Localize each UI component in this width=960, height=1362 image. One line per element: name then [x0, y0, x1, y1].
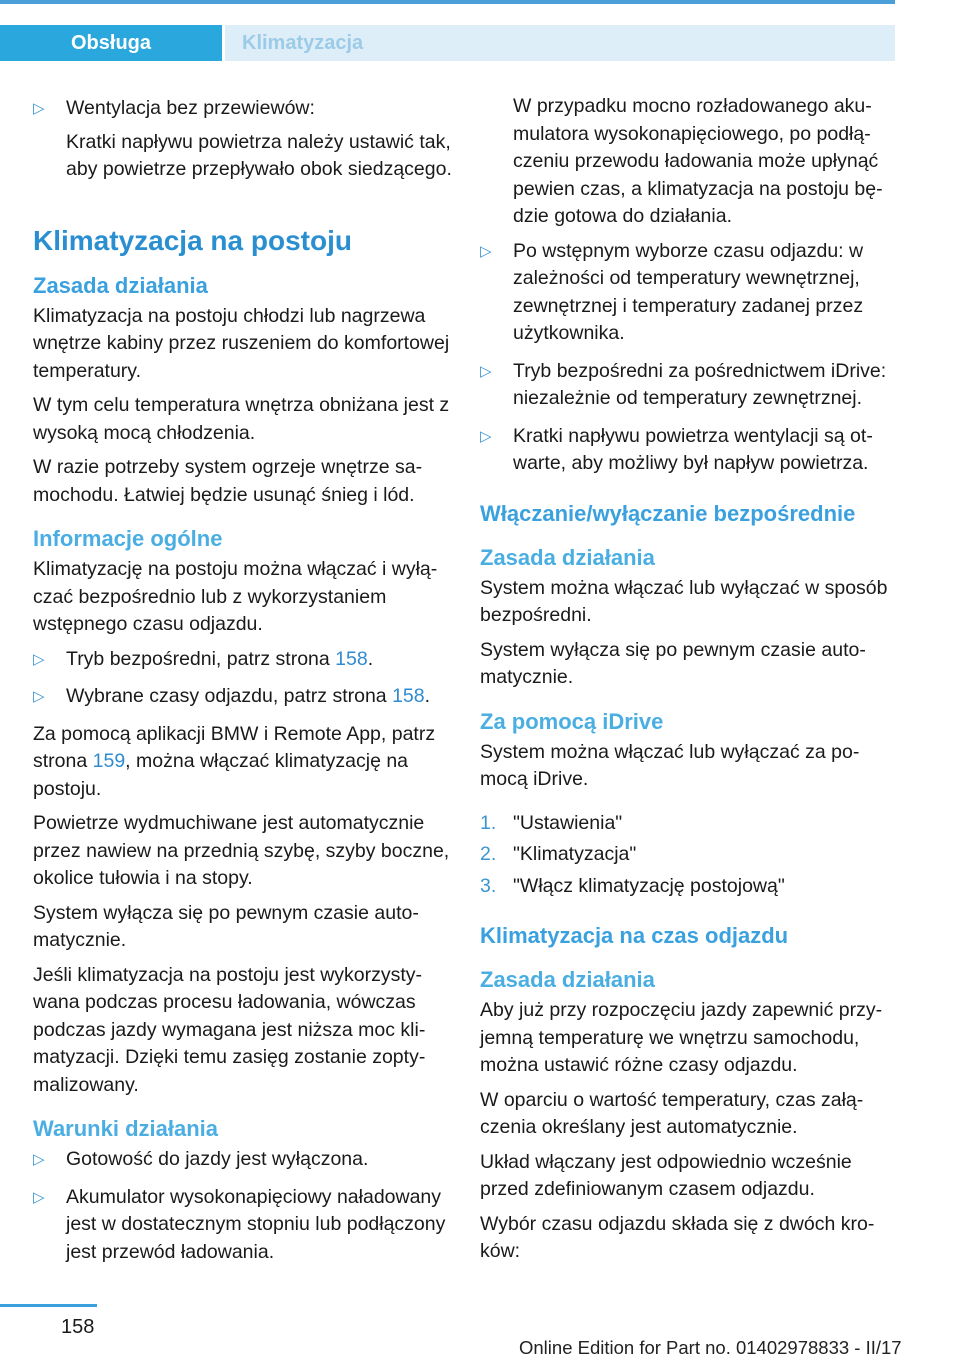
step-number: 1.: [480, 811, 497, 834]
heading-parking-climate: Klimatyzacja na postoju: [33, 224, 352, 256]
page-header: [0, 0, 895, 62]
left-column: [33, 95, 453, 1276]
step-text: "Ustawienia": [513, 811, 623, 834]
list-item-text: Po wstępnym wyborze czasu odjazdu: w zależności od temperatury wewnętrznej, zewnętrznej i temperatury zadanej przez użytkownika.: [513, 239, 864, 344]
header-rule: [0, 0, 895, 4]
list-item-text: Akumulator wysokonapięciowy naładowany jest w dostatecznym stopniu lub podłączony jest przewód ładowania.: [66, 1185, 446, 1263]
paragraph: W tym celu temperatura wnętrza obniżana jest z wysoką mocą chłodzenia.: [33, 394, 450, 444]
list-item: [33, 95, 453, 184]
numbered-item: [480, 810, 900, 838]
page-link[interactable]: 158: [392, 685, 425, 707]
paragraph: Układ włączany jest odpowiednio wcześnie przed zdefiniowanym czasem odjazdu.: [480, 1150, 852, 1200]
paragraph: Klimatyzację na postoju można włączać i wyłączać bezpośrednio lub z wykorzystaniem wstępnego czasu odjazdu.: [33, 558, 438, 635]
paragraph: Wybór czasu odjazdu składa się z dwóch kroków:: [480, 1212, 875, 1262]
list-item-text: Kratki napływu powietrza wentylacji są otwarte, aby możliwy był napływ powietrza.: [513, 424, 873, 474]
paragraph-text: , można włączać klimatyzację na postoju.: [33, 750, 409, 800]
list-item-label: Wentylacja bez przewiewów:: [66, 97, 315, 119]
step-text: "Klimatyzacja": [513, 843, 637, 865]
triangle-right-icon: ▷: [480, 242, 492, 260]
list-item-end: .: [424, 685, 431, 707]
list-item-text: Gotowość do jazdy jest wyłączona.: [66, 1148, 369, 1170]
heading-direct-onoff: Włączanie/wyłączanie bezpośrednie: [480, 500, 856, 526]
edition-note: Online Edition for Part no. 01402978833 - II/17: [519, 1337, 902, 1358]
paragraph: Jeśli klimatyzacja na postoju jest wykorzystywana podczas procesu ładowania, wówczas podczas jazdy wymagana jest niższa moc klimatyzacji. Dzięki temu zasięg zostanie zoptymalizowany.: [33, 963, 426, 1096]
list-item-text: Wybrane czasy odjazdu, patrz strona: [66, 685, 393, 707]
paragraph: [33, 721, 453, 804]
list-item-text: Tryb bezpośredni za pośrednictwem iDrive: niezależnie od temperatury zewnętrznej.: [513, 359, 887, 409]
paragraph: W razie potrzeby system ogrzeje wnętrze samochodu. Łatwiej będzie usunąć śnieg i lód.: [33, 456, 423, 506]
step-number: 2.: [480, 843, 497, 865]
list-item: [33, 646, 453, 674]
triangle-right-icon: ▷: [33, 1188, 45, 1206]
heading-principle: Zasada działania: [33, 272, 208, 298]
step-text: "Włącz klimatyzację postojową": [513, 874, 785, 897]
paragraph: Powietrze wydmuchiwane jest automatycznie przez nawiew na przednią szybę, szyby boczne, okolice tułowia i na stopy.: [33, 812, 450, 889]
heading-principle: Zasada działania: [480, 967, 655, 992]
triangle-right-icon: ▷: [33, 650, 45, 668]
list-item: [480, 238, 900, 348]
section-tab[interactable]: Obsługa: [0, 25, 222, 61]
list-item: [480, 358, 900, 413]
paragraph: W przypadku mocno rozładowanego akumulatora wysokonapięciowego, po podłączeniu przewodu ładowania może upłynąć pewien czas, a klimatyzacja na postoju będzie gotowa do działania.: [513, 95, 883, 227]
paragraph: System wyłącza się po pewnym czasie automatycznie.: [480, 638, 866, 688]
triangle-right-icon: ▷: [33, 100, 45, 117]
paragraph: System można włączać lub wyłączać za pomocą iDrive.: [480, 740, 860, 790]
list-item-end: .: [367, 647, 374, 670]
heading-general-info: Informacje ogólne: [33, 526, 223, 551]
subsection-tab[interactable]: Klimatyzacja: [225, 25, 895, 61]
paragraph: Aby już przy rozpoczęciu jazdy zapewnić przyjemną temperaturę we wnętrzu samochodu, można ustawić różne czasy odjazdu.: [480, 999, 883, 1076]
page-link[interactable]: 158: [335, 647, 368, 670]
triangle-right-icon: ▷: [480, 362, 492, 380]
paragraph-text: Za pomocą aplikacji BMW i Remote App, patrz strona: [33, 722, 436, 772]
paragraph: System można włączać lub wyłączać w sposób bezpośredni.: [480, 576, 888, 626]
numbered-list: [480, 810, 900, 901]
paragraph: W oparciu o wartość temperatury, czas załączenia określany jest automatycznie.: [480, 1088, 864, 1138]
paragraph: Klimatyzacja na postoju chłodzi lub nagrzewa wnętrze kabiny przez ruszeniem do komfortowej temperatury.: [33, 304, 450, 382]
list-item: [33, 683, 453, 711]
triangle-right-icon: ▷: [33, 688, 45, 705]
footer-rule: [0, 1304, 97, 1307]
numbered-item: [480, 841, 900, 869]
list-item: [33, 1146, 453, 1174]
page-number: 158: [61, 1316, 95, 1338]
right-column: [480, 95, 900, 1273]
list-item-detail: Kratki napływu powietrza należy ustawić tak, aby powietrze przepływało obok siedzącego.: [66, 130, 452, 180]
numbered-item: [480, 873, 900, 901]
page-link[interactable]: 159: [92, 750, 126, 772]
heading-idrive: Za pomocą iDrive: [480, 708, 664, 734]
heading-conditions: Warunki działania: [33, 1116, 219, 1141]
triangle-right-icon: ▷: [33, 1151, 45, 1168]
list-item-text: Tryb bezpośredni, patrz strona: [66, 647, 336, 670]
heading-departure-climate: Klimatyzacja na czas odjazdu: [480, 923, 789, 948]
list-item: [33, 1184, 453, 1267]
step-number: 3.: [480, 874, 497, 897]
paragraph: System wyłącza się po pewnym czasie automatycznie.: [33, 901, 419, 951]
list-item: [480, 423, 900, 478]
heading-principle: Zasada działania: [480, 544, 655, 570]
triangle-right-icon: ▷: [480, 427, 492, 445]
